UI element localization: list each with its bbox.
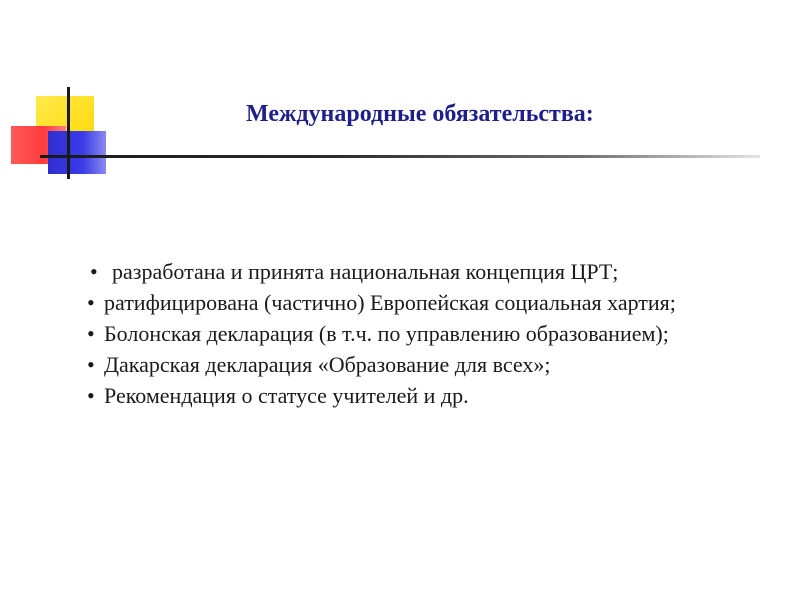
list-item [84, 318, 734, 349]
list-item-text: ратифицирована (частично) Европейская социальная хартия; [104, 290, 676, 315]
list-item [84, 287, 734, 318]
bullet-icon: • [87, 383, 95, 408]
decorative-blue-square [48, 131, 106, 174]
list-item-text: разработана и принята национальная концепция ЦРТ; [112, 259, 619, 284]
bullet-icon: • [87, 352, 95, 377]
decorative-vertical-line [67, 87, 70, 179]
title-underline [40, 155, 760, 158]
list-item [84, 380, 734, 411]
list-item [84, 349, 734, 380]
bullet-icon: • [90, 259, 98, 284]
bullet-list [84, 256, 734, 411]
list-item [84, 256, 734, 287]
list-item-text: Дакарская декларация «Образование для всех»; [104, 352, 551, 377]
slide-title: Международные обязательства: [246, 101, 594, 127]
list-item-text: Болонская декларация (в т.ч. по управлению образованием); [104, 321, 669, 346]
bullet-icon: • [87, 290, 95, 315]
list-item-text: Рекомендация о статусе учителей и др. [104, 383, 469, 408]
bullet-icon: • [87, 321, 95, 346]
